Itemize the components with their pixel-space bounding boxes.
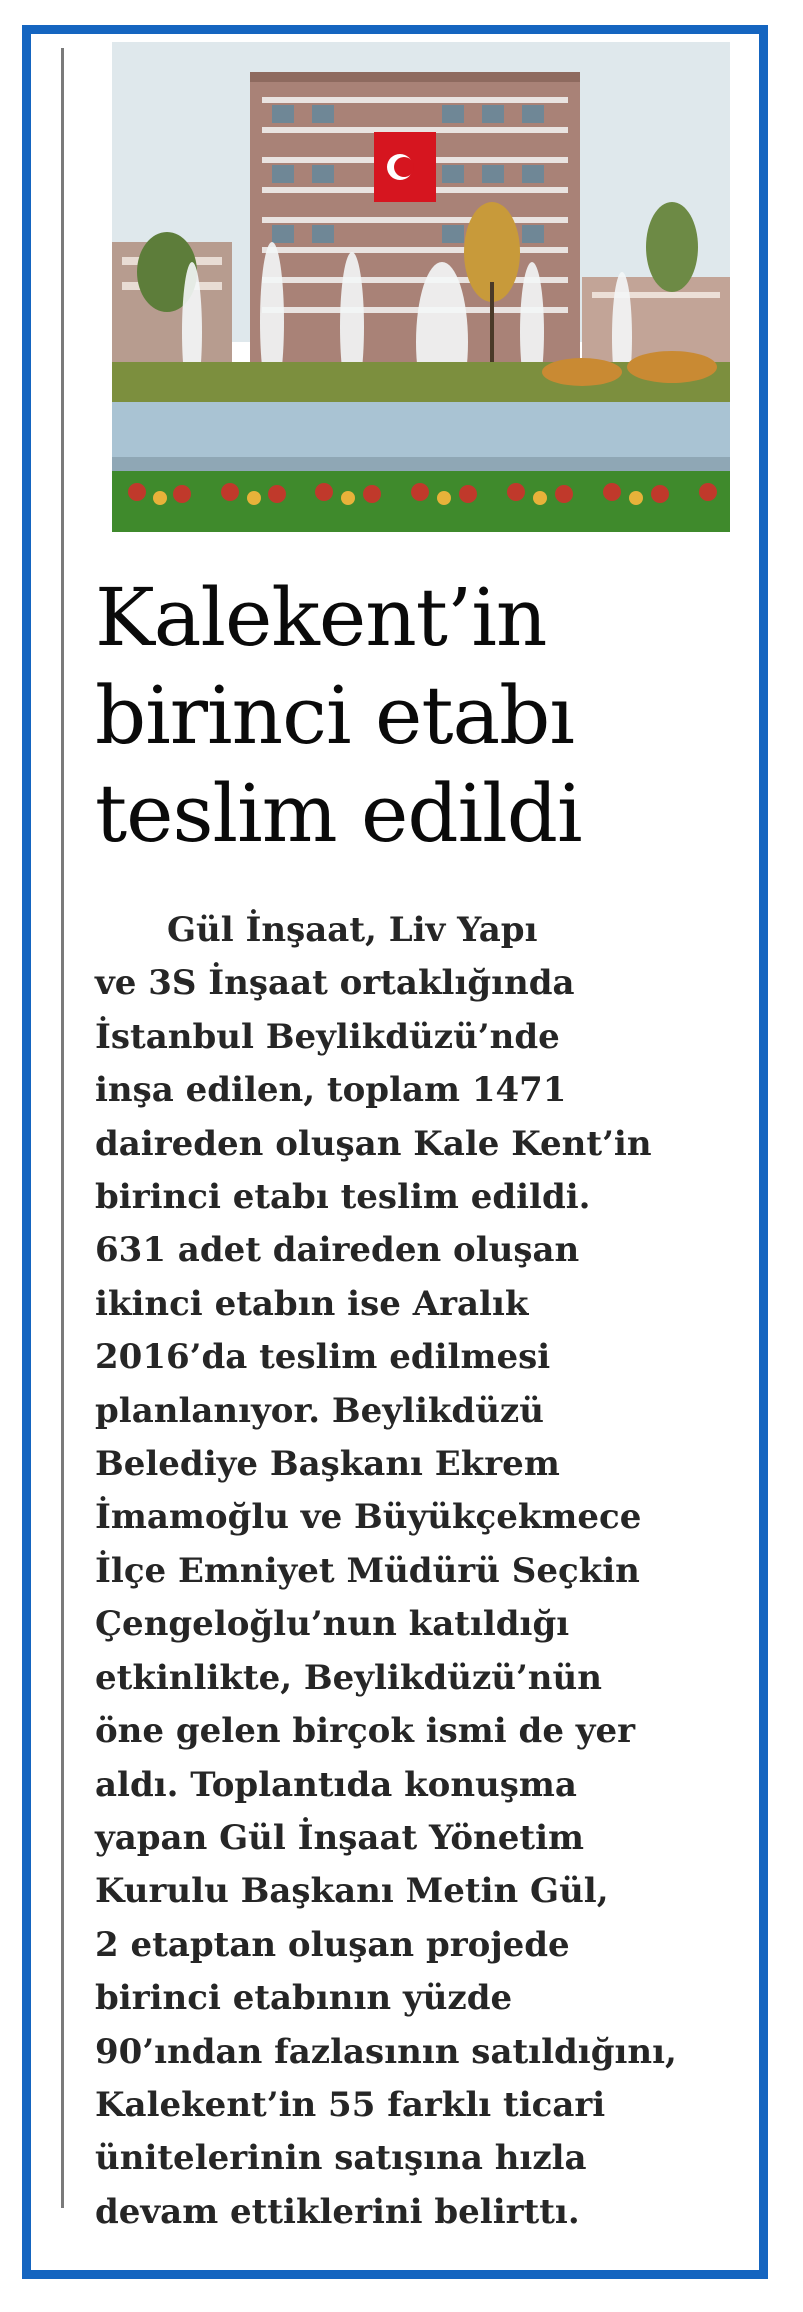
headline-line: teslim edildi [95,767,582,860]
body-line: 90’ından fazlasının satıldığını, [95,2031,677,2072]
body-line: birinci etabı teslim edildi. [95,1177,591,1218]
body-line: 2 etaptan oluşan projede [95,1924,570,1965]
article-photo [112,42,730,532]
body-line: Belediye Başkanı Ekrem [95,1444,560,1485]
body-line: 631 adet daireden oluşan [95,1230,580,1271]
headline-line: Kalekent’in [95,571,547,664]
column-divider [61,48,64,2208]
body-line: aldı. Toplantıda konuşma [95,1764,577,1805]
body-line: daireden oluşan Kale Kent’in [95,1123,652,1164]
body-line: planlanıyor. Beylikdüzü [95,1390,544,1431]
body-line: Kalekent’in 55 farklı ticari [95,2084,606,2125]
body-line: öne gelen birçok ismi de yer [95,1711,636,1752]
article-headline [95,569,765,863]
body-line: devam ettiklerini belirttı. [95,2191,580,2232]
body-line: 2016’da teslim edilmesi [95,1337,551,1378]
body-line: Çengeloğlu’nun katıldığı [95,1604,570,1645]
body-line: İmamoğlu ve Büyükçekmece [95,1497,642,1538]
body-line: Gül İnşaat, Liv Yapı [167,910,538,950]
body-line: Kurulu Başkanı Metin Gül, [95,1871,609,1912]
headline-line: birinci etabı [95,669,574,762]
building-photo-illustration [112,42,730,532]
body-line: yapan Gül İnşaat Yönetim [95,1817,584,1858]
body-line: ikinci etabın ise Aralık [95,1283,529,1324]
body-line: İlçe Emniyet Müdürü Seçkin [95,1550,640,1591]
body-line: ünitelerinin satışına hızla [95,2138,587,2179]
body-line: ve 3S İnşaat ortaklığında [95,963,575,1004]
body-line: birinci etabının yüzde [95,1978,513,2019]
body-line: etkinlikte, Beylikdüzü’nün [95,1657,602,1698]
article-frame [22,25,768,2279]
article-body [95,904,775,2239]
body-line: inşa edilen, toplam 1471 [95,1070,567,1111]
body-line: İstanbul Beylikdüzü’nde [95,1016,560,1057]
